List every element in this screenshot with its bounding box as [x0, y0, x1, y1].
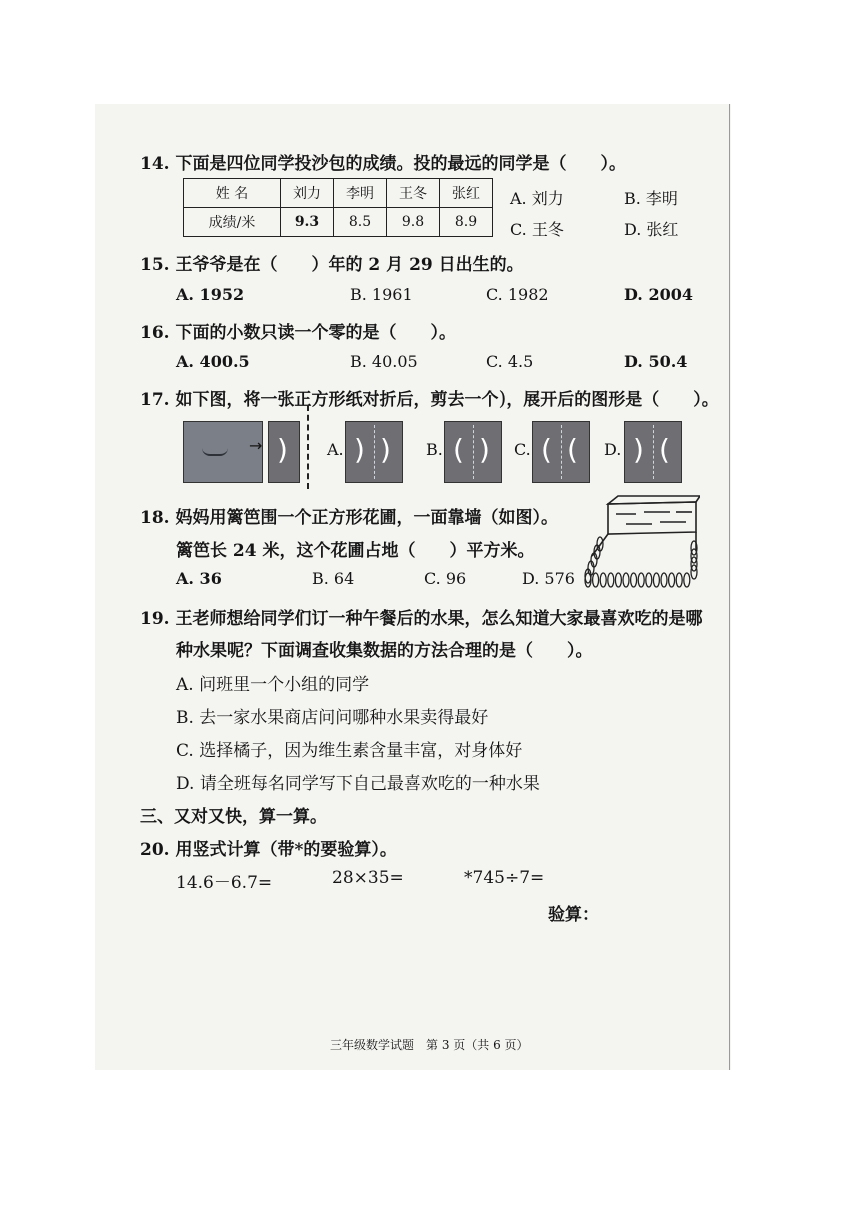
fence-post [684, 573, 690, 587]
q17-cut-symbol: ) [498, 386, 507, 410]
q18-option-b[interactable]: B. 64 [312, 569, 355, 588]
q17-option-b-label[interactable]: B. [426, 440, 443, 459]
q15-option-a[interactable]: A. 1952 [176, 285, 245, 304]
moon-left-icon: ) [633, 433, 644, 466]
table-row [184, 179, 493, 208]
moon-right-icon: ( [659, 433, 670, 466]
moon-left-icon: ) [354, 433, 365, 466]
q15-option-b[interactable]: B. 1961 [350, 285, 413, 304]
q14-score-table [183, 178, 493, 237]
table-cell: 9.3 [281, 208, 334, 237]
fence-post [676, 573, 682, 587]
q16-option-d[interactable]: D. 50.4 [624, 352, 688, 371]
paper-mark [202, 448, 228, 456]
fence-post [600, 573, 606, 587]
fence-post [653, 573, 659, 587]
q18-option-c[interactable]: C. 96 [424, 569, 467, 588]
table-cell: 李明 [334, 179, 387, 208]
q17-option-b-shape[interactable] [444, 421, 502, 483]
table-cell: 8.5 [334, 208, 387, 237]
moon-left-icon: ( [453, 433, 464, 466]
fence-post [608, 573, 614, 587]
q20-expr-1: 14.6－6.7= [176, 873, 273, 893]
fence-post [691, 549, 697, 563]
fence-post [691, 557, 697, 571]
q19-line1: 19. 王老师想给同学们订一种午餐后的水果，怎么知道大家最喜欢吃的是哪 [140, 609, 703, 629]
fence-post [623, 573, 629, 587]
fold-crease [653, 425, 654, 479]
fence-post [691, 565, 697, 579]
table-cell: 8.9 [440, 208, 493, 237]
section-3-title: 三、又对又快，算一算。 [140, 807, 327, 827]
q17-text-start: 17. 如下图，将一张正方形纸对折后，剪去一个 [140, 390, 499, 410]
fence-post [669, 573, 675, 587]
fence-post [646, 573, 652, 587]
fence-post [661, 573, 667, 587]
q17-option-a-label[interactable]: A. [327, 440, 344, 459]
q18-line2: 篱笆长 24 米，这个花圃占地（ ）平方米。 [176, 541, 535, 561]
moon-right-icon: ( [567, 433, 578, 466]
table-cell: 刘力 [281, 179, 334, 208]
q20-expr-2: 28×35= [332, 868, 404, 888]
table-cell: 王冬 [387, 179, 440, 208]
q17-text [140, 385, 719, 410]
q16-option-c[interactable]: C. 4.5 [486, 352, 534, 371]
page-footer: 三年级数学试题 第 3 页（共 6 页） [330, 1038, 529, 1052]
fence-post [631, 573, 637, 587]
table-cell: 张红 [440, 179, 493, 208]
q14-option-a[interactable]: A. 刘力 [510, 189, 564, 208]
q19-line2: 种水果呢？下面调查收集数据的方法合理的是（ ）。 [176, 641, 593, 661]
fold-crease [561, 425, 562, 479]
garden-wall-fence-figure [578, 494, 700, 590]
q17-option-c-shape[interactable] [532, 421, 590, 483]
fence-post [593, 573, 599, 587]
page-edge-line [729, 104, 730, 1070]
moon-right-icon: ) [479, 433, 490, 466]
q20-text: 20. 用竖式计算（带*的要验算）。 [140, 840, 397, 860]
q19-option-c[interactable]: C. 选择橘子，因为维生素含量丰富，对身体好 [176, 741, 523, 761]
q20-check-label: 验算： [548, 905, 599, 925]
fence-post [638, 573, 644, 587]
q18-line1: 18. 妈妈用篱笆围一个正方形花圃，一面靠墙（如图）。 [140, 508, 558, 528]
q15-option-c[interactable]: C. 1982 [486, 285, 549, 304]
moon-left-icon: ( [541, 433, 552, 466]
q14-option-d[interactable]: D. 张红 [624, 220, 679, 239]
q14-option-b[interactable]: B. 李明 [624, 189, 678, 208]
q17-option-d-shape[interactable] [624, 421, 682, 483]
divider-dashed-line [307, 405, 309, 489]
fence-posts [585, 537, 697, 587]
q14-option-c[interactable]: C. 王冬 [510, 220, 564, 239]
q16-text: 16. 下面的小数只读一个零的是（ ）。 [140, 323, 456, 343]
fold-crease [473, 425, 474, 479]
table-header-label: 姓 名 [184, 179, 281, 208]
q16-option-b[interactable]: B. 40.05 [350, 352, 418, 371]
q17-option-d-label[interactable]: D. [604, 440, 622, 459]
q19-option-d[interactable]: D. 请全班每名同学写下自己最喜欢吃的一种水果 [176, 774, 540, 794]
table-row-label: 成绩/米 [184, 208, 281, 237]
fold-crease [374, 425, 375, 479]
q18-option-d[interactable]: D. 576 [522, 569, 575, 588]
q17-option-c-label[interactable]: C. [514, 440, 531, 459]
fence-post [615, 573, 621, 587]
q20-expr-3: *745÷7= [464, 868, 545, 888]
moon-right-icon: ) [380, 433, 391, 466]
q17-text-end: ，展开后的图形是（ ）。 [506, 390, 719, 410]
table-cell: 9.8 [387, 208, 440, 237]
arrow-icon: → [249, 436, 263, 455]
q15-text: 15. 王爷爷是在（ ）年的 2 月 29 日出生的。 [140, 255, 524, 275]
folded-cut-photo [268, 421, 300, 483]
q19-option-a[interactable]: A. 问班里一个小组的同学 [176, 675, 370, 695]
q15-option-d[interactable]: D. 2004 [624, 285, 693, 304]
q19-option-b[interactable]: B. 去一家水果商店问问哪种水果卖得最好 [176, 708, 489, 728]
q16-option-a[interactable]: A. 400.5 [176, 352, 250, 371]
q14-text: 14. 下面是四位同学投沙包的成绩。投的最远的同学是（ ）。 [140, 154, 626, 174]
table-row [184, 208, 493, 237]
cut-moon-icon: ) [277, 433, 288, 466]
q18-option-a[interactable]: A. 36 [176, 569, 222, 588]
q17-option-a-shape[interactable] [345, 421, 403, 483]
